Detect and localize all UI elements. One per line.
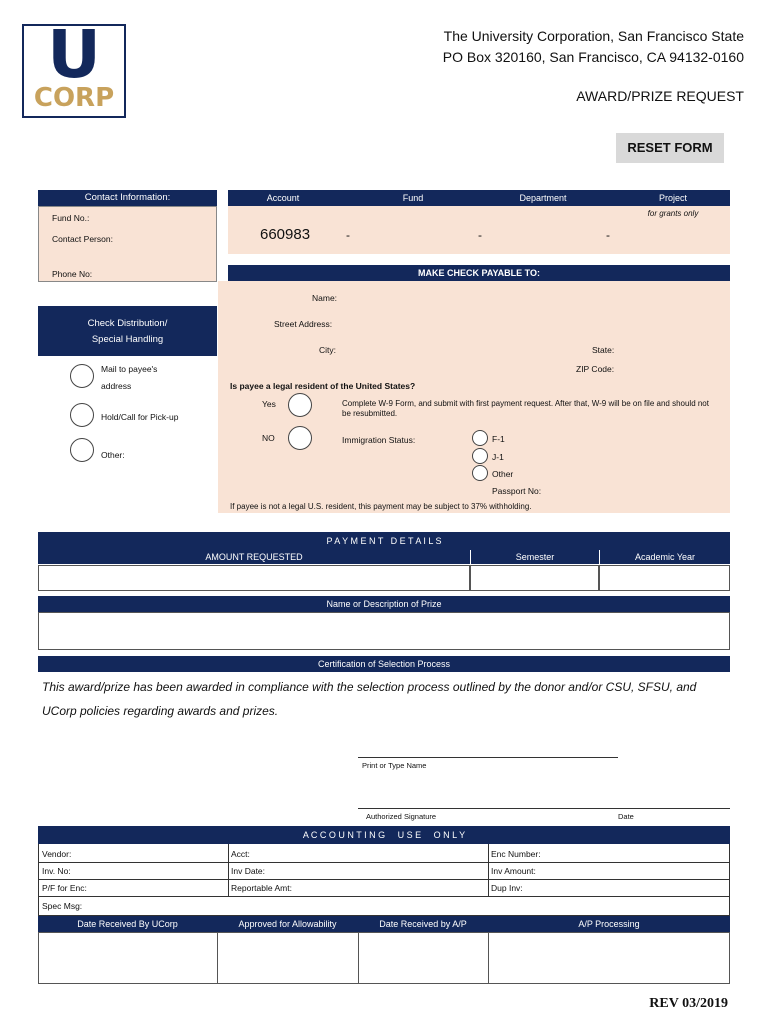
print-name-label: Print or Type Name [362, 761, 427, 770]
fund-value[interactable]: - [346, 228, 350, 242]
mail-to-payee-radio[interactable] [70, 364, 94, 388]
ap-processing-field[interactable] [488, 932, 730, 984]
semester-field[interactable] [470, 565, 599, 591]
inv-no-label: Inv. No: [42, 866, 71, 876]
grid-row-divider [39, 896, 729, 897]
department-header: Department [519, 193, 567, 203]
account-header: Account [266, 193, 300, 203]
accounting-header [38, 826, 730, 844]
resident-question: Is payee a legal resident of the United States? [230, 381, 416, 391]
certification-statement-2: UCorp policies regarding awards and prizes. [42, 704, 279, 718]
org-name: The University Corporation, San Francisco State [443, 28, 744, 44]
account-table-body [228, 206, 730, 254]
pf-enc-label: P/F for Enc: [42, 883, 87, 893]
withholding-note: If payee is not a legal U.S. resident, this payment may be subject to 37% withholding. [230, 502, 532, 511]
ucorp-logo [22, 16, 126, 118]
processing-header [38, 916, 730, 932]
resident-no-radio[interactable] [288, 426, 312, 450]
account-table-header [228, 190, 730, 206]
col-date-received-ap: Date Received by A/P [379, 919, 467, 929]
contact-info-title: Contact Information: [84, 192, 171, 203]
j1-radio[interactable] [472, 448, 488, 464]
org-address: PO Box 320160, San Francisco, CA 94132-0160 [442, 49, 744, 65]
mail-to-payee-label-2: address [101, 381, 132, 391]
academic-year-field[interactable] [599, 565, 730, 591]
logo-letter: U [47, 16, 101, 93]
col-approved-allowability: Approved for Allowability [238, 919, 337, 929]
certification-title: Certification of Selection Process [317, 659, 451, 669]
hold-pickup-label: Hold/Call for Pick-up [101, 412, 179, 422]
accounting-title: A C C O U N T I N G U S E O N L Y [302, 830, 466, 840]
signature-line[interactable] [358, 808, 730, 809]
fund-no-label: Fund No.: [52, 213, 90, 223]
distribution-title-2: Special Handling [91, 334, 164, 345]
passport-label: Passport No: [492, 486, 542, 496]
enc-number-label: Enc Number: [491, 849, 541, 859]
amount-header-row [38, 550, 730, 566]
grid-row-divider [39, 862, 729, 863]
reset-form-button[interactable]: RESET FORM [616, 133, 724, 163]
yes-label: Yes [262, 399, 276, 409]
hold-pickup-radio[interactable] [70, 403, 94, 427]
revision-label: REV 03/2019 [649, 996, 728, 1011]
prize-desc-title: Name or Description of Prize [326, 599, 442, 609]
phone-no-label: Phone No: [52, 269, 93, 279]
project-value[interactable]: - [606, 228, 610, 242]
zip-label: ZIP Code: [576, 364, 615, 374]
amount-requested-label: AMOUNT REQUESTED [205, 552, 303, 562]
prize-desc-header [38, 596, 730, 612]
prize-desc-field[interactable] [38, 612, 730, 650]
other-status-label: Other [492, 469, 514, 479]
spec-msg-label: Spec Msg: [42, 901, 83, 911]
approved-allowability-field[interactable] [217, 932, 359, 984]
mail-to-payee-label-1: Mail to payee's [101, 364, 158, 374]
contact-info-panel [38, 206, 217, 282]
contact-info-header [38, 190, 217, 206]
distribution-header [38, 306, 217, 356]
other-status-radio[interactable] [472, 465, 488, 481]
certification-header [38, 656, 730, 672]
payable-title: MAKE CHECK PAYABLE TO: [417, 268, 541, 278]
distribution-title-1: Check Distribution/ [87, 318, 168, 329]
vendor-label: Vendor: [42, 849, 72, 859]
inv-date-label: Inv Date: [231, 866, 266, 876]
date-received-ucorp-field[interactable] [38, 932, 218, 984]
account-value[interactable]: 660983 [260, 226, 311, 243]
grid-col-divider [228, 844, 229, 896]
semester-label: Semester [515, 552, 555, 562]
contact-person-label: Contact Person: [52, 234, 113, 244]
j1-label: J-1 [492, 452, 504, 462]
reportable-amt-label: Reportable Amt: [231, 883, 292, 893]
w9-note: Complete W-9 Form, and submit with first payment request. After that, W-9 will be on file and should not be resubmitted. [342, 399, 709, 418]
amount-requested-header [38, 550, 470, 564]
grid-col-divider [488, 844, 489, 896]
col-ap-processing: A/P Processing [578, 919, 640, 929]
state-label: State: [592, 345, 615, 355]
payment-details-title: P A Y M E N T D E T A I L S [326, 536, 442, 546]
name-label: Name: [312, 293, 338, 303]
inv-amount-label: Inv Amount: [491, 866, 536, 876]
department-value[interactable]: - [478, 228, 482, 242]
project-note: for grants only [647, 209, 699, 218]
other-distribution-label: Other: [101, 450, 125, 460]
payable-header [228, 265, 730, 281]
other-distribution-radio[interactable] [70, 438, 94, 462]
academic-year-label: Academic Year [634, 552, 696, 562]
fund-header: Fund [402, 193, 424, 203]
accounting-grid [38, 844, 730, 916]
payable-panel [218, 281, 730, 513]
col-date-received-ucorp: Date Received By UCorp [77, 919, 178, 929]
resident-yes-radio[interactable] [288, 393, 312, 417]
f1-radio[interactable] [472, 430, 488, 446]
project-header: Project [658, 193, 687, 203]
logo-word: CORP [33, 83, 115, 113]
city-label: City: [319, 345, 336, 355]
date-received-ap-field[interactable] [358, 932, 489, 984]
payment-details-header [38, 532, 730, 550]
dup-inv-label: Dup Inv: [491, 883, 523, 893]
no-label: NO [262, 433, 275, 443]
print-name-line[interactable] [358, 757, 618, 758]
form-title: AWARD/PRIZE REQUEST [576, 88, 744, 104]
amount-requested-field[interactable] [38, 565, 470, 591]
semester-header [471, 550, 599, 564]
acct-label: Acct: [231, 849, 250, 859]
academic-year-header [600, 550, 730, 564]
authorized-signature-label: Authorized Signature [366, 812, 437, 821]
certification-statement-1: This award/prize has been awarded in compliance with the selection process outlined by the donor and/or CSU, SFSU, and [42, 680, 697, 694]
street-label: Street Address: [274, 319, 333, 329]
immigration-status-label: Immigration Status: [342, 435, 416, 445]
grid-row-divider [39, 879, 729, 880]
f1-label: F-1 [492, 434, 505, 444]
date-label: Date [618, 812, 634, 821]
